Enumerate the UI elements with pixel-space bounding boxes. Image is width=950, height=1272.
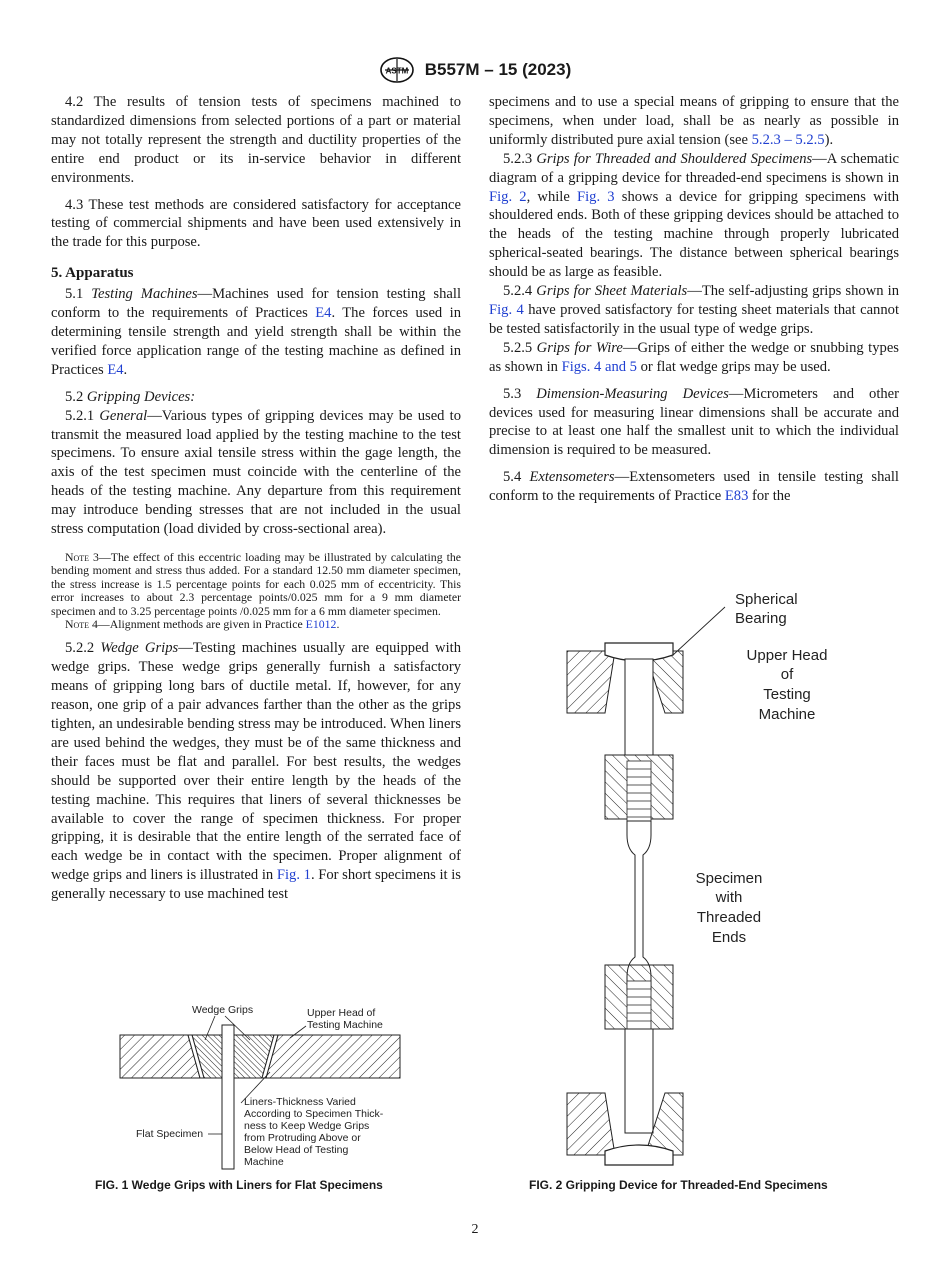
fig2-label-head-1: Upper Head — [746, 647, 828, 664]
fig1-label-liners-4: from Protruding Above or — [244, 1132, 361, 1144]
figure-2-gripping-device — [555, 585, 855, 1175]
fig2-label-bearing-1: Spherical — [735, 591, 798, 608]
fig1-label-flat-specimen: Flat Specimen — [136, 1128, 204, 1140]
link-fig-2[interactable]: Fig. 2 — [489, 188, 527, 205]
paragraph-5-2: 5.2 Gripping Devices: — [65, 388, 196, 405]
fig2-label-head-2: of — [780, 666, 794, 683]
link-figs-4-and-5[interactable]: Figs. 4 and 5 — [561, 358, 637, 375]
figure-1-wedge-grips — [110, 1000, 410, 1170]
link-e1012[interactable]: E1012 — [305, 616, 337, 631]
fig2-label-specimen-3: Threaded — [696, 909, 762, 926]
section-heading-apparatus: 5. Apparatus — [51, 265, 134, 282]
right-column — [489, 93, 899, 506]
fig1-label-liners-1: Liners-Thickness Varied — [244, 1096, 356, 1108]
fig2-label-head-4: Machine — [758, 706, 816, 723]
fig2-label-bearing-2: Bearing — [735, 610, 787, 627]
fig1-label-liners-6: Machine — [244, 1156, 284, 1168]
link-e4[interactable]: E4 — [315, 305, 332, 322]
paragraph-5-1: 5.1 Testing Machines—Machines used for tension testing shall conform to the requirements of Practices E4. The forces used in determining tensile strength and yield strength shall be within the verified force application range of the testing machine as defined in Practices E4. — [51, 286, 462, 378]
fig2-upper-head-left — [567, 651, 615, 713]
paragraph-5-2-5: 5.2.5 Grips for Wire—Grips of either the wedge or snubbing types as shown in Figs. 4 and 5 or flat wedge grips may be used. — [489, 339, 899, 375]
link-e4-second[interactable]: E4 — [107, 361, 124, 378]
link-fig-3[interactable]: Fig. 3 — [577, 188, 615, 205]
fig1-label-liners-5: Below Head of Testing — [244, 1144, 349, 1156]
paragraph-5-2-1: 5.2.1 General—Various types of gripping devices may be used to transmit the measured load applied by the testing machine to the test specimens. To ensure axial tensile stress within the gage length, the axis of the test specimen must coincide with the centerline of the heads of the testing machine. Any departure from this requirement may introduce bending stresses that are not included in the usual stress computation (load divided by cross-sectional area). — [51, 407, 461, 538]
paragraph-4-3: 4.3 These test methods are considered satisfactory for acceptance testing of commercial shipments and have been used extensively in the trade for this purpose. — [51, 196, 461, 251]
paragraph-5-2-3: 5.2.3 Grips for Threaded and Shouldered Specimens—A schematic diagram of a gripping device for threaded-end specimens is shown in Fig. 2, while Fig. 3 shows a device for gripping specimens with shouldered ends. Both of these gripping devices should be attached to the heads of the testing machine through properly lubricated spherical-seated bearings. The distance between spherical bearings should be as large as feasible. — [489, 150, 900, 281]
fig1-flat-specimen — [222, 1025, 234, 1169]
fig2-label-specimen-2: with — [715, 889, 743, 906]
fig1-label-upper-head-1: Upper Head of — [307, 1007, 376, 1019]
fig1-head-left — [120, 1035, 200, 1078]
paragraph-5-2-4: 5.2.4 Grips for Sheet Materials—The self-adjusting grips shown in Fig. 4 have proved satisfactory for testing sheet materials that cannot be tested satisfactorily in the usual type of wedge grips. — [489, 283, 899, 337]
fig1-label-upper-head-2: Testing Machine — [307, 1019, 383, 1031]
figure-1-caption: FIG. 1 Wedge Grips with Liners for Flat Specimens — [95, 1178, 383, 1192]
paragraph-4-2: 4.2 The results of tension tests of specimens machined to standardized dimensions from selected portions of a part or material may not totally represent the strength and ductility properties of the entire end product or its in-service behavior in different environments. — [51, 94, 461, 186]
fig2-label-specimen-4: Ends — [711, 929, 747, 946]
paragraph-continued: specimens and to use a special means of gripping to ensure that the specimens, when under load, shall be as nearly as possible in uniformly distributed pure axial tension (see 5.2.3 – 5.2.5). — [489, 94, 899, 148]
fig2-spherical-bearing-bottom — [605, 1145, 673, 1165]
fig2-label-head-3: Testing — [763, 686, 811, 703]
link-fig-1[interactable]: Fig. 1 — [276, 867, 311, 884]
figure-2-caption: FIG. 2 Gripping Device for Threaded-End Specimens — [529, 1178, 828, 1192]
fig1-head-right — [266, 1035, 400, 1078]
paragraph-5-3: 5.3 Dimension-Measuring Devices—Micrometers and other devices used for measuring linear dimensions shall be accurate and precise to at least one half the smallest unit to which the individual dimension is required to be measured. — [489, 385, 900, 459]
link-5-2-3-to-5-2-5[interactable]: 5.2.3 – 5.2.5 — [751, 131, 825, 148]
paragraph-5-4: 5.4 Extensometers—Extensometers used in tensile testing shall conform to the requirements of Practice E83 for the — [489, 469, 899, 505]
note-4: Note 4—Alignment methods are given in Practice E1012. — [65, 616, 340, 631]
left-column — [51, 93, 461, 904]
paragraph-5-2-2: 5.2.2 Wedge Grips—Testing machines usually are equipped with wedge grips. These wedge grips generally furnish a satisfactory means of gripping long bars of ductile metal. If, however, for any reason, one grip of a pair advances farther than the other as the grips tighten, an undesirable bending stress may be introduced. When liners are used behind the wedges, they must be of the same thickness and their faces must be flat and parallel. For best results, the wedges should be supported over their entire length by the heads of the testing machine. This requires that liners of several thicknesses be available to cover the range of specimen thickness. For proper gripping, it is desirable that the entire length of the serrated face of each wedge be in contact with the specimen. Proper alignment of wedge grips and liners is illustrated in Fig. 1. For short specimens it is generally necessary to use machined test — [51, 640, 461, 903]
fig2-label-specimen-1: Specimen — [695, 870, 763, 887]
link-e83[interactable]: E83 — [724, 488, 749, 505]
page-number: 2 — [471, 1222, 479, 1237]
note-3: Note 3—The effect of this eccentric loading may be illustrated by calculating the bending moment and stress thus added. For a standard 12.50 mm diameter specimen, the stress increase is 1.5 percentage points for each 0.025 mm of eccentricity. This error increases to about 2.3 percentage points/0.025 mm for a 9 mm diameter specimen and to 3.25 percentage points /0.025 mm for a 6 mm diameter specimen. — [51, 549, 462, 618]
page-header — [0, 56, 950, 84]
fig1-label-liners-2: According to Specimen Thick- — [244, 1108, 384, 1120]
fig2-spherical-bearing-top — [605, 643, 673, 661]
astm-logo — [379, 56, 415, 84]
standard-designation: B557M – 15 (2023) — [424, 60, 572, 79]
fig1-label-wedge-grips: Wedge Grips — [192, 1004, 254, 1016]
fig2-lower-head-left — [567, 1093, 615, 1155]
link-fig-4[interactable]: Fig. 4 — [489, 301, 524, 318]
logo-text: ASTM — [385, 66, 409, 76]
fig1-label-liners-3: ness to Keep Wedge Grips — [244, 1120, 370, 1132]
